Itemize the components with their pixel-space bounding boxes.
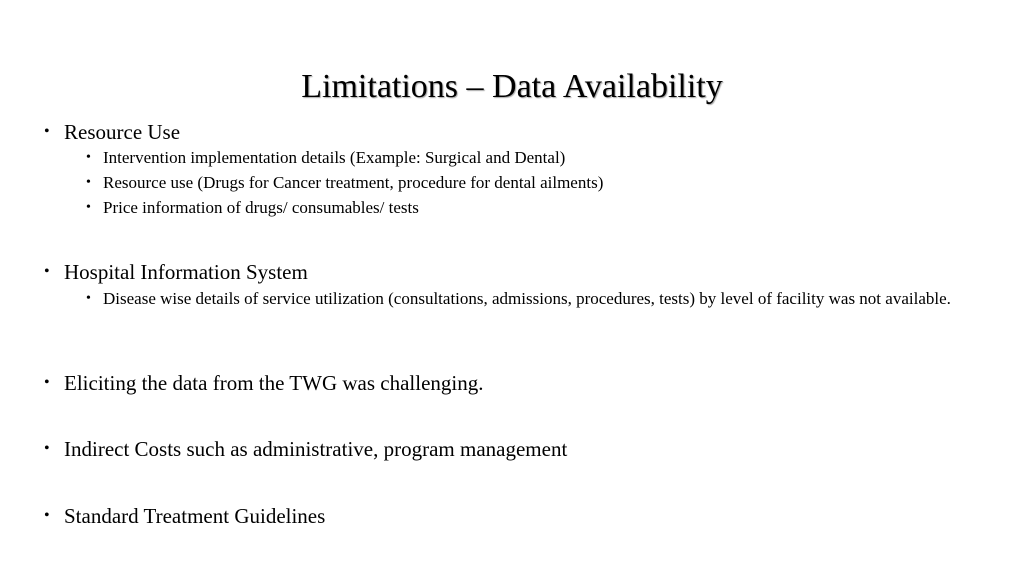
list-item-label: Hospital Information System [64,260,308,284]
list-item-label: Standard Treatment Guidelines [64,504,326,528]
slide-title: Limitations – Data Availability [301,68,723,105]
bullet-icon: • [86,150,91,165]
bullet-icon: • [44,440,50,457]
sub-list-item [86,289,986,309]
bullet-icon: • [86,291,91,306]
bullet-icon: • [44,374,50,391]
bullet-icon: • [44,123,50,140]
list-item-label: Eliciting the data from the TWG was challenging. [64,371,484,395]
list-item-label: Indirect Costs such as administrative, program management [64,437,568,461]
bullet-icon: • [86,200,91,215]
sub-list-item-label: Resource use (Drugs for Cancer treatment, procedure for dental ailments) [103,173,604,192]
list-item-label: Resource Use [64,120,181,144]
sub-list-item-label: Disease wise details of service utilization (consultations, admissions, procedures, tests) by level of facility was not available. [103,289,951,308]
sub-list-item-label: Intervention implementation details (Example: Surgical and Dental) [103,148,566,167]
bullet-icon: • [44,263,50,280]
sub-list-item [86,173,986,193]
bullet-icon: • [86,175,91,190]
sub-list-item-label: Price information of drugs/ consumables/ tests [103,198,419,217]
sub-list-item [86,148,986,168]
sub-list-item [86,198,986,218]
bullet-icon: • [44,507,50,524]
